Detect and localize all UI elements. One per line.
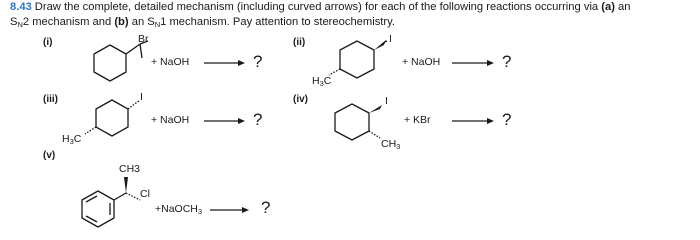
reaction-iii-methyl-group — [62, 133, 81, 146]
reaction-v-reagent — [155, 203, 202, 216]
reaction-ii-methyl-group — [312, 75, 331, 88]
reaction-iii-arrow — [238, 118, 245, 124]
sn2-prefix: S — [10, 16, 18, 28]
sn2-subscript: N — [17, 20, 23, 29]
reaction-iii-cyclohexane-structure — [85, 100, 140, 136]
sn1-suffix: 1 mechanism. Pay attention to stereochemistry. — [160, 16, 395, 28]
problem-number: 8.43 — [10, 1, 32, 13]
sn1-subscript: N — [154, 20, 161, 29]
reaction-iii-label: (iii) — [43, 94, 58, 105]
part-a-label: (a) — [601, 1, 615, 13]
reaction-v-substituent: Cl — [140, 188, 150, 200]
hash-bond-to-iodine — [128, 100, 140, 109]
reaction-v-methyl-group: CH3 — [119, 163, 141, 175]
methyl-c: C — [73, 133, 82, 145]
reaction-v-product: ? — [261, 198, 271, 217]
sn2-suffix: 2 mechanism and — [22, 16, 115, 28]
reaction-iv-product: ? — [502, 110, 512, 129]
hash-bond-to-methyl — [369, 131, 380, 138]
reaction-ii-substituent: I — [389, 33, 392, 45]
reaction-i-reagent: + NaOH — [151, 56, 190, 68]
reaction-i-arrow — [238, 60, 245, 66]
hash-bond-to-chlorine — [126, 193, 140, 200]
reaction-ii-arrow — [487, 60, 494, 66]
problem-text-2: an — [614, 1, 631, 13]
bond-to-ch — [126, 44, 140, 54]
reaction-iii-reagent: + NaOH — [151, 114, 190, 126]
reaction-iv-label: (iv) — [293, 94, 308, 105]
reagent-subscript: 3 — [197, 207, 203, 216]
reaction-ii-label: (ii) — [293, 37, 306, 48]
reaction-i-label: (i) — [43, 37, 53, 48]
reaction-ii-reagent: + NaOH — [402, 56, 441, 68]
problem-text-3: an S — [128, 16, 155, 28]
reaction-iv-methyl-group — [381, 138, 400, 151]
reaction-iv-substituent: I — [385, 95, 388, 107]
reaction-v-label: (v) — [43, 150, 56, 161]
wedge-bond-to-iodine — [374, 40, 386, 50]
reaction-iv-cyclohexane-structure — [335, 104, 382, 140]
reaction-ii-cyclohexane-structure — [329, 40, 387, 78]
reaction-iii-substituent: I — [140, 91, 143, 103]
methyl-subscript: 3 — [69, 137, 74, 146]
reaction-ii-product: ? — [502, 52, 512, 71]
reagent-text: +NaOCH — [155, 203, 198, 215]
methyl-subscript: 3 — [396, 142, 401, 151]
reaction-i-substituent: Br — [138, 33, 149, 45]
problem-text-1: Draw the complete, detailed mechanism (including curved arrows) for each of the following reactions occurring via — [34, 1, 602, 13]
reaction-iv-arrow — [487, 118, 494, 124]
wedge-bond-to-methyl — [124, 177, 128, 193]
hash-bond-to-methyl — [85, 127, 96, 134]
reaction-iv-reagent: + KBr — [404, 114, 431, 126]
reaction-arrows — [204, 60, 494, 213]
methyl-h: H — [312, 75, 320, 87]
methyl-c: C — [323, 75, 332, 87]
reaction-i-cyclohexane-structure — [94, 41, 148, 81]
reaction-i-product: ? — [253, 52, 263, 71]
part-b-label: (b) — [114, 16, 129, 28]
reaction-v-benzene-structure — [82, 177, 140, 227]
methyl-subscript: 3 — [319, 79, 324, 88]
methyl-h: H — [62, 133, 70, 145]
reaction-iii-product: ? — [253, 110, 263, 129]
methyl-ch: CH — [381, 138, 397, 150]
reaction-v-arrow — [242, 207, 249, 213]
wedge-bond-to-iodine — [369, 105, 382, 113]
